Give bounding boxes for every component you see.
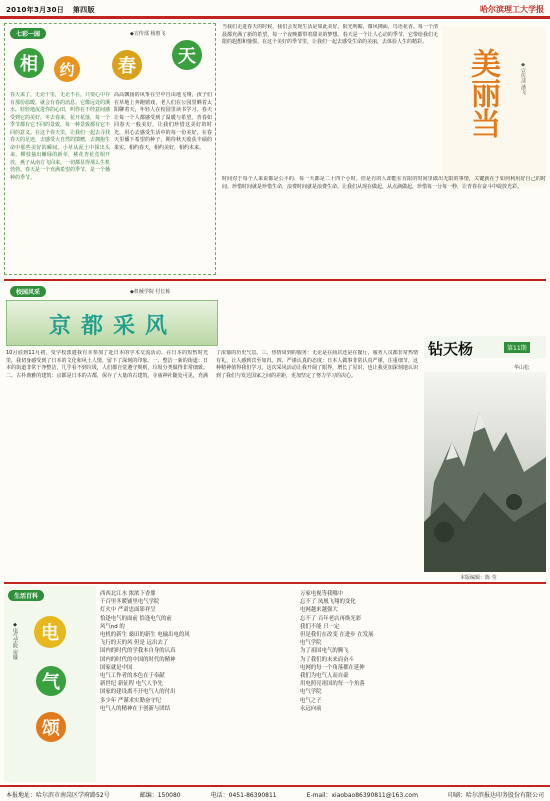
spring-col1-text: 春天来了，无论千里，无论不在，只要心中存有那份温暖，就会有春的消息。它像远处的溪水，轻轻地流进你的心田，叫你在不经意间感受到它的美好。冬去春来，花开花落，每一个季节都有它不同的景致，每一种景致都有它不同的意义。在这个春天里，让我们一起去寻找春天的足迹，去感受大自然的馈赠，去拥抱生命中那些美好的瞬间。小草从泥土中探出头来，柳枝抽出嫩绿的新芽，桃花杏花竞相开放，燕子从南方飞回来，一切都显得那么生机勃勃。春天是一个充满希望的季节，是一个播种的季节。 xyxy=(10,92,110,181)
poem-line: 飞行的天的风 但是 远出去了 xyxy=(100,640,169,647)
kyoto-title-box xyxy=(6,300,218,346)
poem-line: 电机的新生 桑田的新生 电输出电的风 xyxy=(100,632,190,639)
kyoto-title: 京都采风 xyxy=(48,313,177,339)
poem-line: 我们为电气人而自豪 xyxy=(300,673,349,680)
title-char-3: 春 xyxy=(112,50,142,80)
footer xyxy=(0,785,550,801)
poem-line: 用电照亮祖国的每一个角落 xyxy=(300,681,365,688)
feature-lower-text: 时间对于每个人来说都是公平的，每一天都是二十四个小时。但是有的人却能在有限的时间里做出无限的事情，关键就在于如何利用好自己的时间。珍惜时间就是珍惜生命，浪费时间就是浪费生命。让我们从现在做起，从点滴做起，珍惜每一分每一秒，让青春在奋斗中绽放光彩。 xyxy=(222,176,546,190)
section-poem-tag: 生活百科 xyxy=(8,590,44,601)
poem-line: 千百里冬暖铺里电气学院 xyxy=(100,599,160,606)
mountain-title: 钻天杨 xyxy=(428,340,474,358)
poem-line: 忘不了 百年老店再焕光彩 xyxy=(300,615,362,622)
kyoto-text: 10月底到11月初，受学校派遣我有幸参加了赴日本的学术交流活动。在日本的短暂时光里，我切身感受到了日本的文化和风土人情，留下了深刻的印象。一、整洁一新的街道：日本的街道非常干净整洁，几乎看不到垃圾，人们都自觉遵守规则，垃圾分类做得非常细致。二、古朴典雅的建筑：京都是日本的古都，保存了大量的古建筑，寺庙神社随处可见，充满了浓郁的历史气息。三、热情周到的服务：无论是在商店还是在餐厅，服务人员都非常热情有礼，让人感到宾至如归。四、严谨认真的态度：日本人做事非常认真严谨，注重细节，这种精神值得我们学习。这次采风活动让我开阔了眼界，增长了见识，也让我更加深刻地认识到了我们与发达国家之间的差距，更加坚定了努力学习的决心。 xyxy=(6,350,418,379)
header-paper-name: 哈尔滨理工大学报 xyxy=(480,5,544,14)
poem-char-2: 气 xyxy=(36,666,66,696)
poem-col2 xyxy=(300,590,500,780)
poem-line: 国内的时代的学我本自身的认真 xyxy=(100,648,176,655)
feature-title: 美丽当 xyxy=(465,48,500,138)
footer-printer: 印刷：哈尔滨报达印务股份有限公司 xyxy=(447,791,544,799)
divider-1 xyxy=(4,279,546,281)
poem-line: 电气之子 xyxy=(300,697,322,704)
section-poem-author: ◆电气学院 房璇 xyxy=(12,622,18,660)
spring-col2-text: 高高飘扬的风筝在空中自由地飞翔，孩子们在草地上奔跑嬉戏，老人们在公园里晒着太阳聊着天，年轻人在校园里读书学习。春天让每一个人都感受到了温暖与希望。青春如同春天一般美好，让我们珍惜这美好的时光，用心去感受生活中的每一份美好，在春天里播下希望的种子，期待秋天收获丰硕的果实。相约春天，相约美好，相约未来。 xyxy=(114,92,212,151)
poem-line: 我们不能 只一定 xyxy=(300,623,340,630)
mountain-illustration xyxy=(424,372,546,572)
title-char-2: 约 xyxy=(54,56,80,82)
poem-char-3: 颂 xyxy=(36,712,66,742)
mountain-author: 华山松 xyxy=(514,365,530,371)
poem-line: 为了祖国电气的腾飞 xyxy=(300,648,349,655)
footer-phone: 电话：0451-86390811 xyxy=(210,791,277,799)
header-edition: 第四版 xyxy=(72,6,95,14)
feature-title-box xyxy=(442,26,546,186)
poem-line: 永远向前 xyxy=(300,705,322,712)
section-spring-author: ◆宣传部 杨惠飞 xyxy=(130,31,166,37)
spring-title xyxy=(12,40,212,88)
poem-col1 xyxy=(100,590,280,780)
poem-line: 国家的建设离不开电气人的付出 xyxy=(100,689,176,696)
footer-address: 本报地址：哈尔滨市南岗区学府路52号 xyxy=(6,791,110,799)
poem-title-box xyxy=(4,586,96,782)
footer-postcode: 邮编：150080 xyxy=(139,791,181,799)
section-spring-tag: 七彩一园 xyxy=(10,28,46,39)
poem-line: 电气人的精神在于创新与团结 xyxy=(100,705,171,712)
poem-line: 电气学院 xyxy=(300,640,322,647)
header-date: 2010年3月30日 xyxy=(6,6,65,14)
section-kyoto-tag: 校园风采 xyxy=(10,286,46,297)
poem-char-1: 电 xyxy=(34,616,66,648)
poem-line: 但是我们在改变 在进步 在发展 xyxy=(300,632,374,639)
mountain-caption: 本版编辑：陈 莹 xyxy=(460,575,497,581)
poem-line: 国内的时代的中国的时代的精神 xyxy=(100,656,176,663)
feature-author: ◆宣传部 潘飞 xyxy=(520,62,526,95)
poem-line: 电气工作者的本色在于奉献 xyxy=(100,673,165,680)
section-kyoto-author: ◆机械学院 付长栋 xyxy=(130,289,171,295)
poem-line: 恰逢电气的面前 恰逢电气的前 xyxy=(100,615,172,622)
title-char-4: 天 xyxy=(172,40,202,70)
poem-line: 电网的每一个角落都在延伸 xyxy=(300,664,365,671)
poem-line: 灯火中 严肃忠面影祥呈 xyxy=(100,607,156,614)
poem-line: 多少年 严谨求实勤奋守纪 xyxy=(100,697,162,704)
feature-mid-text: 当我们走进春天的时候，我们会发现生活是如此美好。阳光明媚，微风拂面，鸟语花香。每一个清晨都充满了新的希望，每一个夜晚都带着甜美的梦想。春天是一个让人心动的季节，它带给我们无限的遐想和憧憬。在这个美好的季节里，让我们一起去感受生命的美丽，去体验人生的精彩。 xyxy=(222,24,438,45)
footer-email[interactable]: E-mail：xiaobao86390811@163.com xyxy=(306,791,418,799)
mountain-photo xyxy=(424,372,546,572)
poem-line: 西西北江水 浓浓下香鼎 xyxy=(100,591,156,597)
header-date-edition xyxy=(6,5,95,15)
poem-line: 为了我们的未来而奋斗 xyxy=(300,656,354,663)
poem-line: 忘不了 凤凰飞翔的变化 xyxy=(300,599,356,606)
header-divider xyxy=(0,16,550,19)
title-char-1: 相 xyxy=(14,48,44,78)
poem-line: 电网越来越强大 xyxy=(300,607,338,614)
divider-2 xyxy=(4,582,546,584)
poem-line: 电气学院 xyxy=(300,689,322,696)
poem-line: 新世纪 新征程 电气人争先 xyxy=(100,681,163,688)
mountain-title-bar xyxy=(424,336,546,358)
poem-line: 国家就是中国 xyxy=(100,664,133,671)
poem-line: 万家电视等我哪中 xyxy=(300,591,344,597)
mountain-issue-badge: 第11期 xyxy=(504,342,530,353)
poem-line: 风气nd 的 xyxy=(100,623,125,630)
